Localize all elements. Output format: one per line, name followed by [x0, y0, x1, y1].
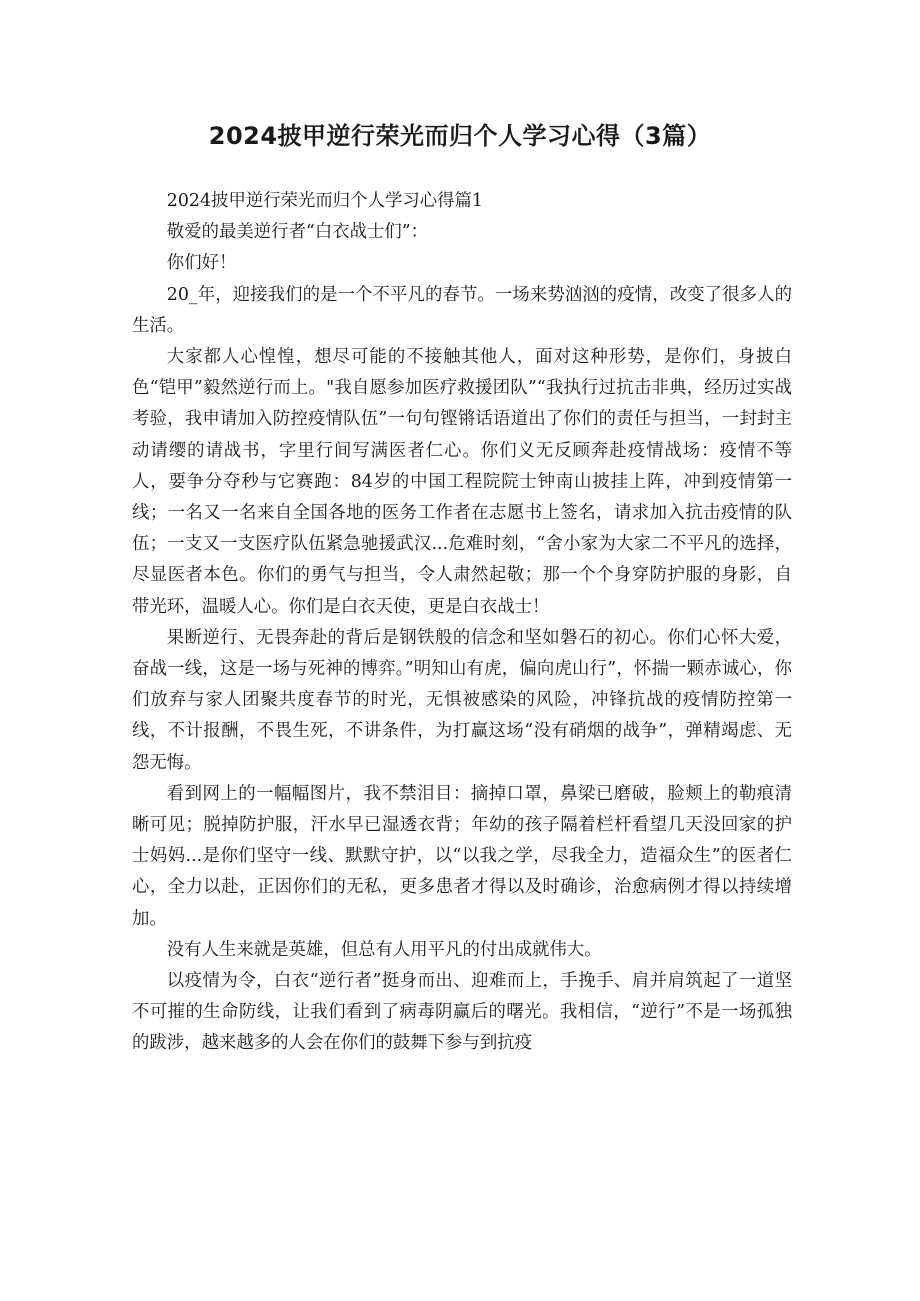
paragraph: 以疫情为令，白衣“逆行者”挺身而出、迎难而上，手挽手、肩并肩筑起了一道坚不可摧的生命防线，让我们看到了病毒阴赢后的曙光。我相信，“逆行”不是一场孤独的跋涉，越来越多的人会在你们的鼓舞下参与到抗疫 [132, 971, 792, 1054]
paragraph: 看到网上的一幅幅图片，我不禁泪目：摘掉口罩，鼻梁已磨破，脸颊上的勒痕清晰可见；脱掉防护服，汗水早已湿透衣背；年幼的孩子隔着栏杆看望几天没回家的护士妈妈...是你们坚守一线、默默守护，以“以我之学，尽我全力，造福众生”的医者仁心，全力以赴，正因你们的无私，更多患者才得以及时确诊，治愈病例才得以持续增加。 [132, 783, 792, 929]
paragraph: 没有人生来就是英雄，但总有人用平凡的付出成就伟大。 [166, 939, 602, 960]
paragraph: 果断逆行、无畏奔赴的背后是钢铁般的信念和坚如磐石的初心。你们心怀大爱，奋战一线，这是一场与死神的博弈。”明知山有虎，偏向虎山行”，怀揣一颗赤诚心，你们放弃与家人团聚共度春节的时光，无惧被感染的风险，冲锋抗战的疫情防控第一线，不计报酬，不畏生死，不讲条件，为打赢这场“没有硝烟的战争”，弹精竭虑、无怨无悔。 [132, 627, 792, 773]
document-body [132, 186, 792, 1060]
paragraph: 大家都人心惶惶，想尽可能的不接触其他人，面对这种形势，是你们，身披白色“铠甲”毅然逆行而上。"我自愿参加医疗救援团队”“我执行过抗击非典，经历过实战考验，我申请加入防控疫情队伍”一句句铿锵话语道出了你们的责任与担当，一封封主动请缨的请战书，字里行间写满医者仁心。你们义无反顾奔赴疫情战场：疫情不等人，要争分夺秒与它赛跑：84岁的中国工程院院士钟南山披挂上阵，冲到疫情第一线；一名又一名来自全国各地的医务工作者在志愿书上签名，请求加入抗击疫情的队伍；一支又一支医疗队伍紧急驰援武汉...危难时刻，“舍小家为大家二不平凡的选择，尽显医者本色。你们的勇气与担当，令人肃然起敬；那一个个身穿防护服的身影，自带光环，温暖人心。你们是白衣天使，更是白衣战士！ [132, 347, 792, 617]
document-title: 2024披甲逆行荣光而归个人学习心得（3篇） [208, 122, 712, 150]
paragraph: 20_年，迎接我们的是一个不平凡的春节。一场来势汹汹的疫情，改变了很多人的生活。 [132, 284, 792, 336]
section-heading: 2024披甲逆行荣光而归个人学习心得篇1 [166, 191, 483, 211]
greeting: 你们好！ [166, 253, 237, 274]
salutation: 敬爱的最美逆行者“白衣战士们”： [166, 222, 429, 243]
